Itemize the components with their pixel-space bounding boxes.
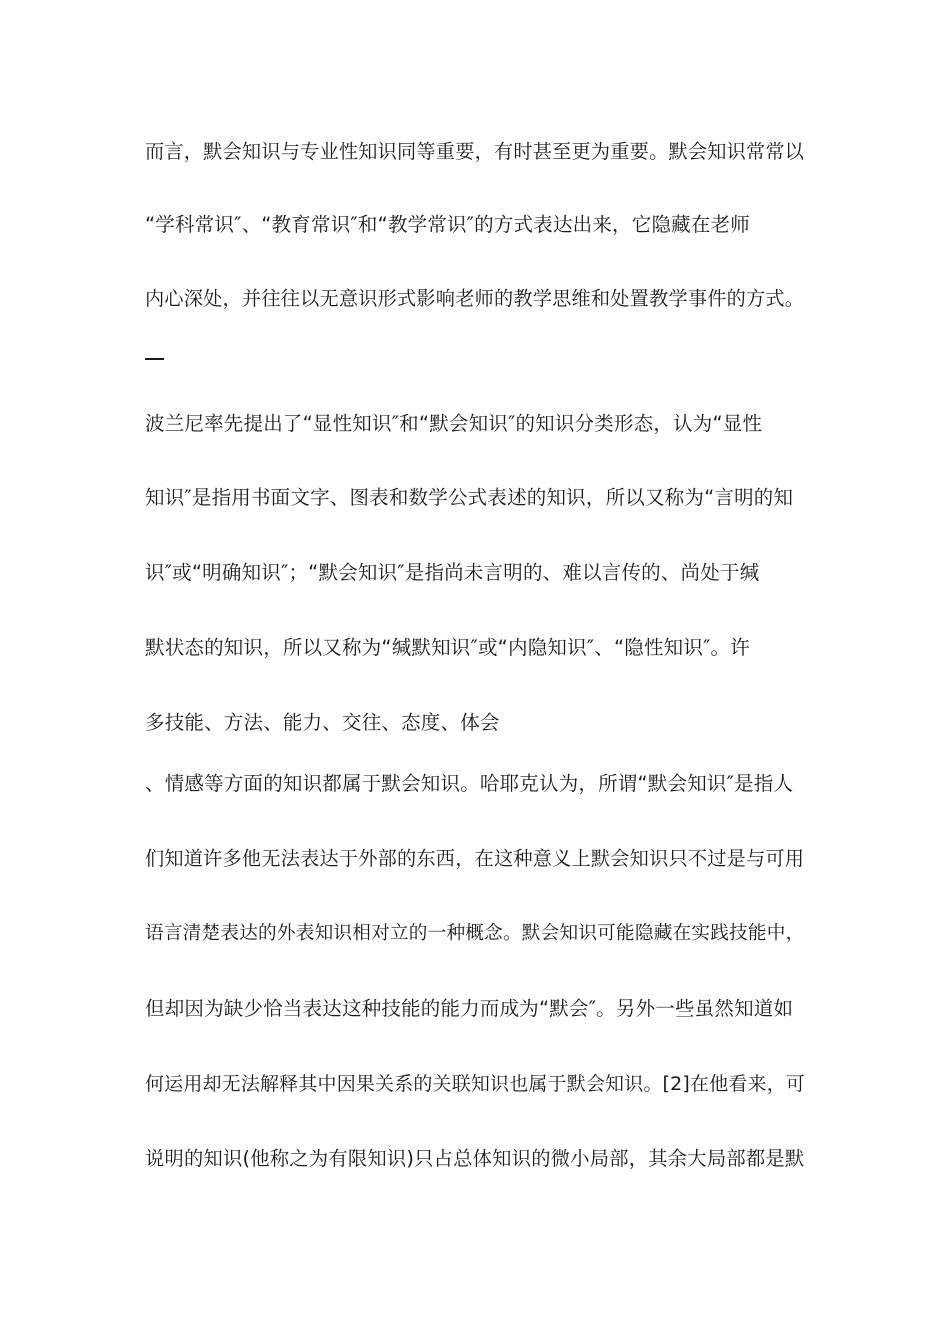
paragraph-line: 而言，默会知识与专业性知识同等重要，有时甚至更为重要。默会知识常常以 [145,140,805,163]
paragraph-line: 何运用却无法解释其中因果关系的关联知识也属于默会知识。[2]在他看来，可 [145,1073,806,1095]
paragraph-line: “学科常识″、“教育常识″和“教学常识″的方式表达出来，它隐藏在老师 [145,213,750,236]
section-divider-dash [145,358,164,360]
paragraph-line: 、情感等方面的知识都属于默会知识。哈耶克认为，所谓“默会知识″是指人 [145,772,794,795]
paragraph-line: 波兰尼率先提出了“显性知识″和“默会知识″的知识分类形态，认为“显性 [145,412,763,435]
paragraph-line: 内心深处，并往往以无意识形式影响老师的教学思维和处置教学事件的方式。 [145,287,805,310]
paragraph-line: 多技能、方法、能力、交往、态度、体会 [145,711,500,734]
paragraph-line: 说明的知识(他称之为有限知识)只占总体知识的微小局部，其余大局部都是默 [145,1147,805,1170]
paragraph-line: 识″或“明确知识″；“默会知识″是指尚未言明的、难以言传的、尚处于缄 [145,561,760,584]
paragraph-line: 们知道许多他无法表达于外部的东西，在这种意义上默会知识只不过是与可用 [145,847,805,870]
paragraph-line: 但却因为缺少恰当表达这种技能的能力而成为“默会″。另外一些虽然知道如 [145,997,794,1020]
paragraph-line: 知识″是指用书面文字、图表和数学公式表述的知识，所以又称为“言明的知 [145,486,794,509]
paragraph-line: 语言清楚表达的外表知识相对立的一种概念。默会知识可能隐藏在实践技能中， [145,923,805,944]
paragraph-line: 默状态的知识，所以又称为“缄默知识″或“内隐知识″、“隐性知识″。许 [145,636,750,659]
